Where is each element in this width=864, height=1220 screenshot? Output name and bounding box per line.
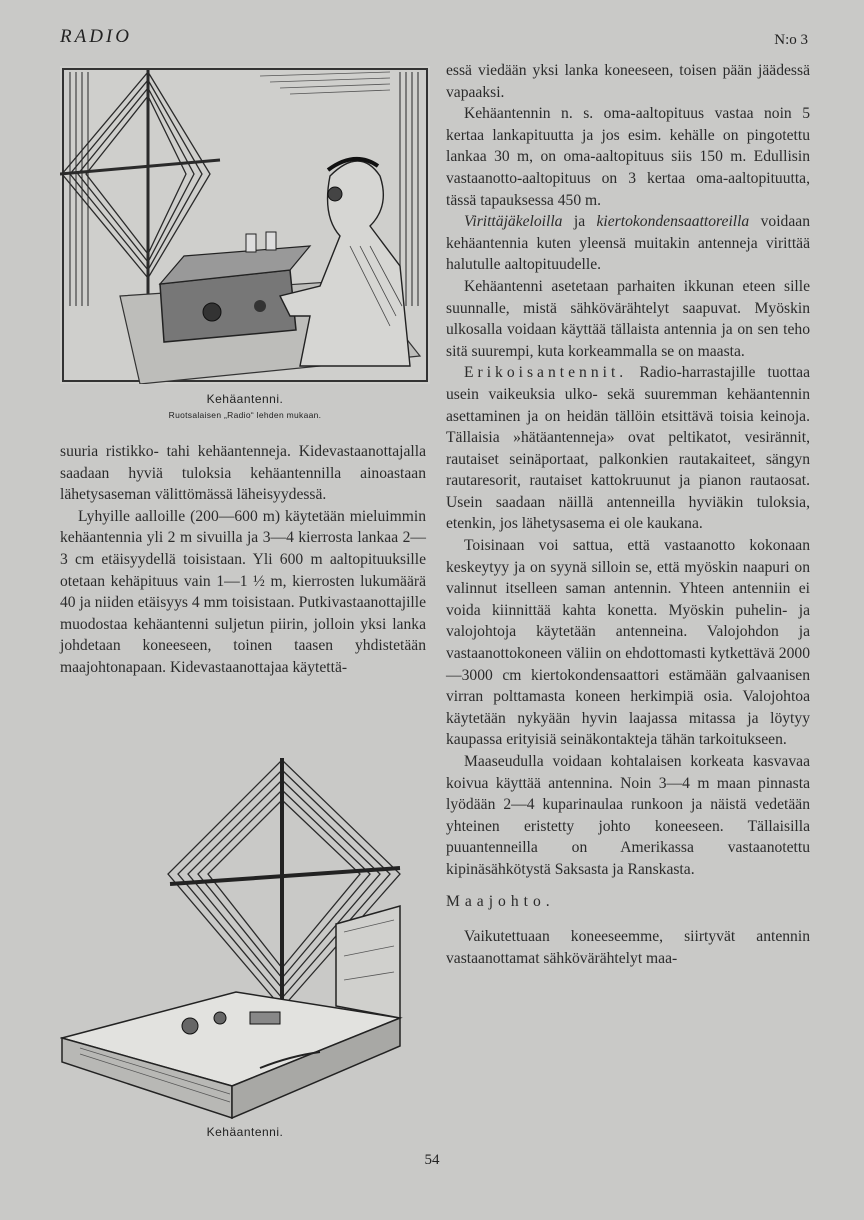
section-heading-maajohto: Maajohto.	[446, 892, 555, 910]
right-paragraph-6: Toisinaan voi sattua, että vastaanotto kokonaan keskeytyy ja on syynä silloin se, että myöskin naapuri on valinnut itselleen saman antennin. Yhteen antenniin ei voida kiinnittää kahta konetta. Myöskin puhelin- ja valojohtoja käytetään antenneina. Valojohdon ja vastaanottokoneen väliin on ehdottomasti kytkettävä 2000—3000 cm kiertokondensaattori estämään galvaanisen virran polttamasta koneen herkimpiä osia. Valojohtoa käytetään nykyään hyvin laajassa mitassa ja löytyy kaupassa erityisiä seinäkontakteja tähän tarkoitukseen.	[446, 537, 810, 749]
paragraph-3-rest: voidaan kehäantennia kuten yleensä muitakin antenneja virittää halutulle aaltopituudelle.	[446, 213, 810, 274]
issue-number: N:o 3	[774, 32, 808, 48]
right-paragraph-2: Kehäantennin n. s. oma-aaltopituus vastaa noin 5 kertaa lankapituutta ja jos esim. kehälle on pingotettu lankaa 30 m, on oma-aaltopituus siis 150 m. Edullisin vastaanotto-aaltopituus on 3 kertaa oma-aaltopituutta, tässä tapauksessa 450 m.	[446, 105, 810, 209]
running-title: RADIO	[60, 26, 132, 47]
right-paragraph-3	[446, 211, 810, 276]
figure-credit-top: Ruotsalaisen „Radio“ lehden mukaan.	[168, 410, 322, 420]
term-virittajakeloilla: Virittäjäkeloilla	[464, 213, 563, 231]
left-paragraph-2: Lyhyille aalloille (200—600 m) käytetään mieluimmin kehäantennia yli 2 m sivuilla ja 3—4 kierrosta lankaa 2—3 cm etäisyydellä toisistaan. Yli 600 m aaltopituuksille otetaan kehäpituus vain 1—1 ½ m, kierrosten lukumäärä 40 ja niiden etäisyys 4 mm toisistaan. Putkivastaanottajille muodostaa kehäantenni suljetun piirin, jolloin yksi lanka johdetaan koneeseen, toinen taasen yhdistetään maajohtonapaan. Kidevastaanottajaa käytettä-	[60, 507, 426, 676]
right-paragraph-4: Kehäantenni asetetaan parhaiten ikkunan eteen sille suunnalle, mistä sähkövärähtelyt saapuvat. Myöskin ulkosalla voidaan käyttää tällaista antennia ja on sen teho sitä suurempi, kuta korkeammalla se on maasta.	[446, 277, 810, 360]
loop-antenna-operator-illustration	[60, 66, 430, 384]
page-number: 54	[424, 1152, 440, 1168]
term-kiertokondensaattoreilla: kiertokondensaattoreilla	[596, 213, 750, 231]
right-paragraph-5	[446, 362, 810, 535]
paragraph-5-rest: Radio-harrastajille tuottaa usein vaikeuksia ulko- sekä suuremman kehäantennin asettaminen ja on heidän tällöin etsittävä toisia keinoja. Tällaisia »hätäantenneja» ovat peltikatot, vesirännit, rautaiset seinäportaat, palkonkien rautakaiteet, sängyn rautaresorit, rautaiset kattokruunut ja pianon rautaosat. Usein saadaan näillä antenneilla hyviäkin tuloksia, etenkin, jos lähetysasema ei ole kaukana.	[446, 364, 810, 533]
loop-antenna-box-illustration	[60, 756, 410, 1126]
left-paragraph-1: suuria ristikko- tahi kehäantenneja. Kidevastaanottajalla saadaan hyviä tuloksia kehäantennilla ainoastaan lähetysaseman välittömässä läheisyydessä.	[60, 443, 426, 504]
right-paragraph-8: Vaikutettuaan koneeseemme, siirtyvät antennin vastaanottamat sähkövärähtelyt maa-	[446, 928, 810, 967]
right-paragraph-7: Maaseudulla voidaan kohtalaisen korkeata kasvavaa koivua käyttää antennina. Noin 3—4 m maan pinnasta lyödään 2—4 kuparinaulaa runkoon ja näistä vedetään yhteinen eristetty johto koneeseen. Tällaisilla puuantenneilla on Amerikassa vastaanotettu kipinäsähkötystä Saksasta ja Ranskasta.	[446, 753, 810, 878]
section-erikoisantennit: Erikoisantennit.	[464, 364, 628, 382]
figure-caption-top: Kehäantenni.	[206, 392, 284, 406]
left-column	[60, 441, 426, 679]
figure-caption-bottom: Kehäantenni.	[206, 1125, 284, 1139]
connector-text: ja	[562, 213, 597, 231]
right-column	[446, 60, 810, 969]
right-paragraph-1: essä viedään yksi lanka koneeseen, toisen pään jäädessä vapaaksi.	[446, 62, 810, 101]
